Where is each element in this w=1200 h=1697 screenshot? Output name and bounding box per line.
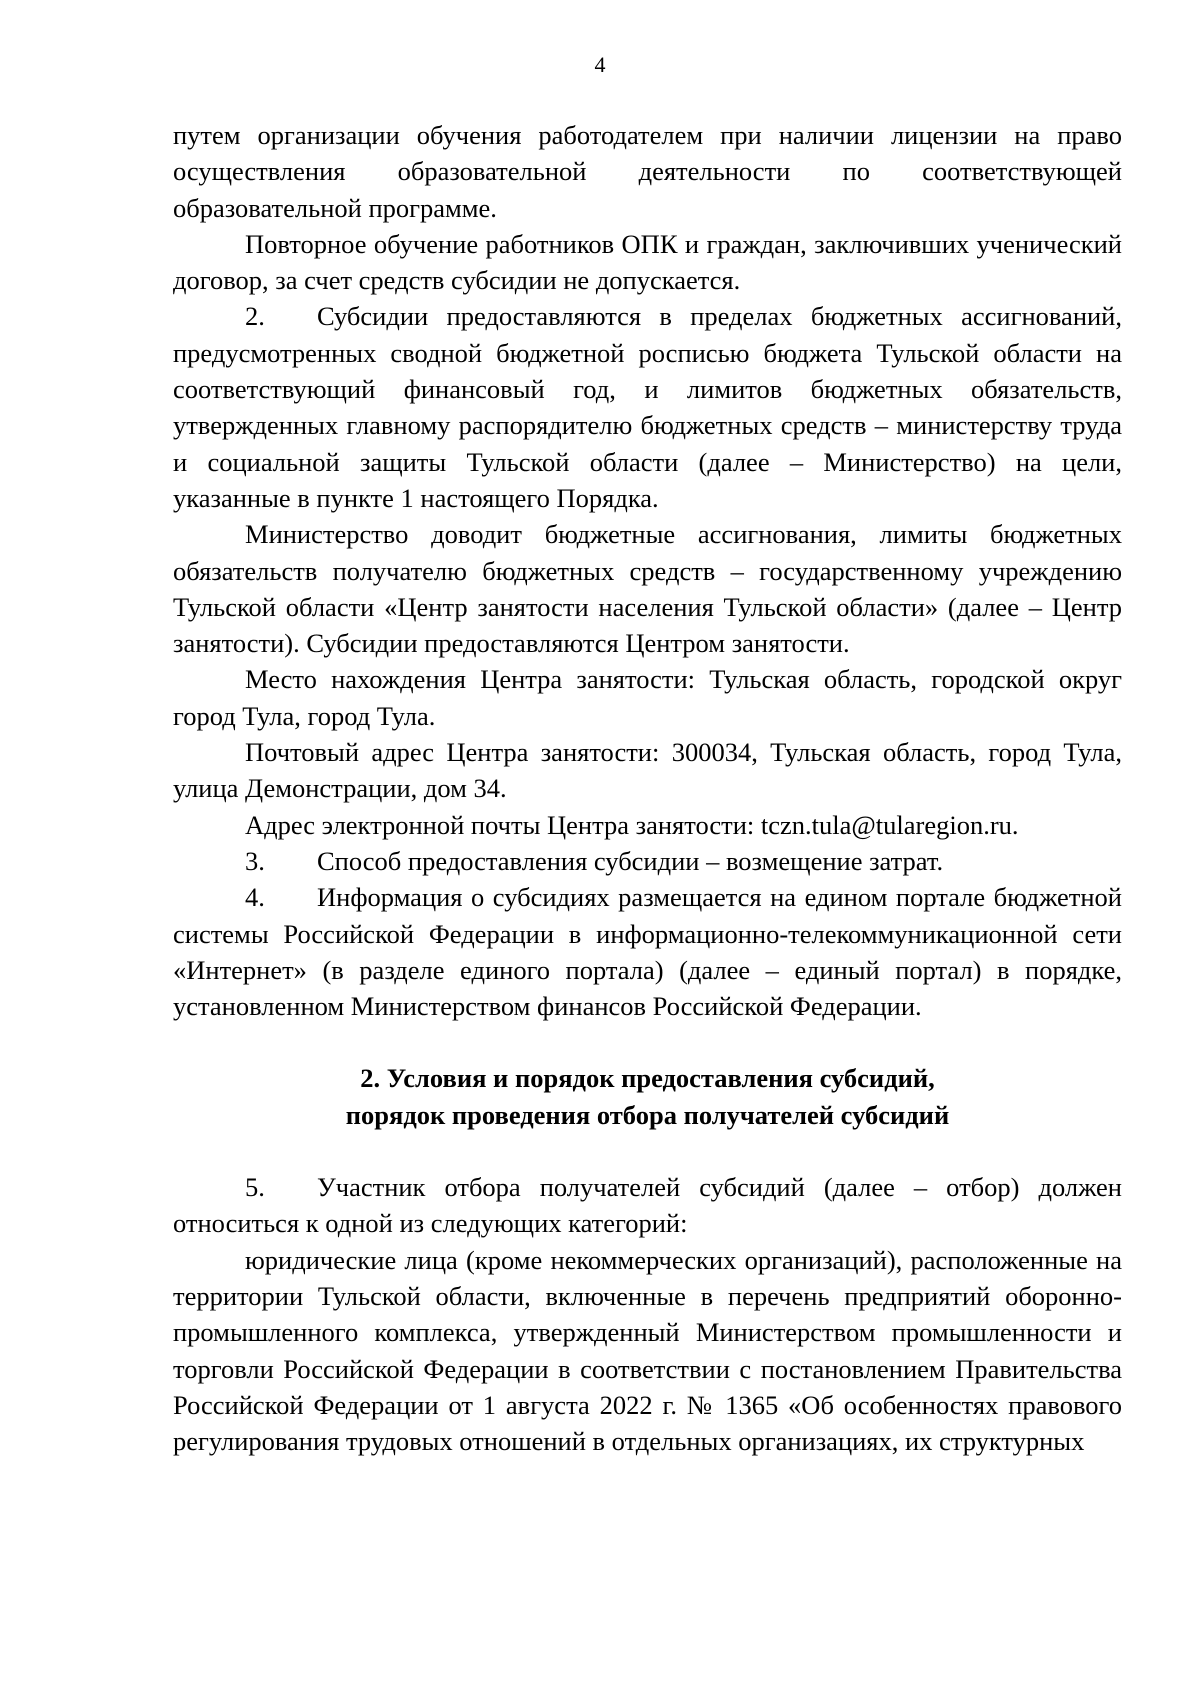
- paragraph-legal-entities: юридические лица (кроме некоммерческих организаций), расположенные на территории Тульской области, включенные в перечень предприятий оборонно-промышленного комплекса, утвержденный Министерством промышленности и торговли Российской Федерации в соответствии с постановлением Правительства Российской Федерации от 1 августа 2022 г. № 1365 «Об особенностях правового регулирования трудовых отношений в отдельных организациях, их структурных: [173, 1244, 1122, 1457]
- paragraph-email: Адрес электронной почты Центра занятости: tczn.tula@tularegion.ru.: [245, 809, 1019, 840]
- item-number: 4.: [245, 882, 265, 913]
- item-5: [173, 1169, 1122, 1242]
- section-heading: [173, 1060, 1122, 1133]
- paragraph-continuation: путем организации обучения работодателем при наличии лицензии на право осуществления образовательной деятельности по соответствующей образовательной программе.: [173, 120, 1122, 223]
- item-text: Информация о субсидиях размещается на едином портале бюджетной системы Российской Федерации в информационно-телекоммуникационной сети «Интернет» (в разделе единого портала) (далее – единый портал) в порядке, установленном Министерством финансов Российской Федерации.: [173, 882, 1122, 1022]
- section-heading-line-1: 2. Условия и порядок предоставления субсидий,: [360, 1063, 935, 1094]
- paragraph-retraining: Повторное обучение работников ОПК и граждан, заключивших ученический договор, за счет средств субсидии не допускается.: [173, 228, 1122, 296]
- page-number: 4: [594, 52, 606, 77]
- item-3: [173, 843, 1122, 879]
- item-text: Способ предоставления субсидии – возмещение затрат.: [317, 845, 944, 876]
- section-heading-line-2: порядок проведения отбора получателей субсидий: [345, 1099, 950, 1130]
- item-2: [173, 298, 1122, 516]
- item-number: 3.: [245, 845, 265, 876]
- document-body: [173, 117, 1122, 1459]
- paragraph-location: Место нахождения Центра занятости: Тульская область, городской округ город Тула, город Тула.: [173, 664, 1122, 731]
- item-number: 2.: [245, 301, 265, 332]
- item-4: [173, 879, 1122, 1024]
- paragraph-ministry: Министерство доводит бюджетные ассигнования, лимиты бюджетных обязательств получателю бюджетных средств – государственному учреждению Тульской области «Центр занятости населения Тульской области» (далее – Центр занятости). Субсидии предоставляются Центром занятости.: [173, 519, 1122, 659]
- item-number: 5.: [245, 1172, 265, 1203]
- paragraph-postal-address: Почтовый адрес Центра занятости: 300034, Тульская область, город Тула, улица Демонстрации, дом 34.: [173, 737, 1122, 804]
- item-text: Субсидии предоставляются в пределах бюджетных ассигнований, предусмотренных сводной бюджетной росписью бюджета Тульской области на соответствующий финансовый год, и лимитов бюджетных обязательств, утвержденных главному распорядителю бюджетных средств – министерству труда и социальной защиты Тульской области (далее – Министерство) на цели, указанные в пункте 1 настоящего Порядка.: [173, 301, 1122, 513]
- item-text: Участник отбора получателей субсидий (далее – отбор) должен относиться к одной из следующих категорий:: [173, 1172, 1122, 1239]
